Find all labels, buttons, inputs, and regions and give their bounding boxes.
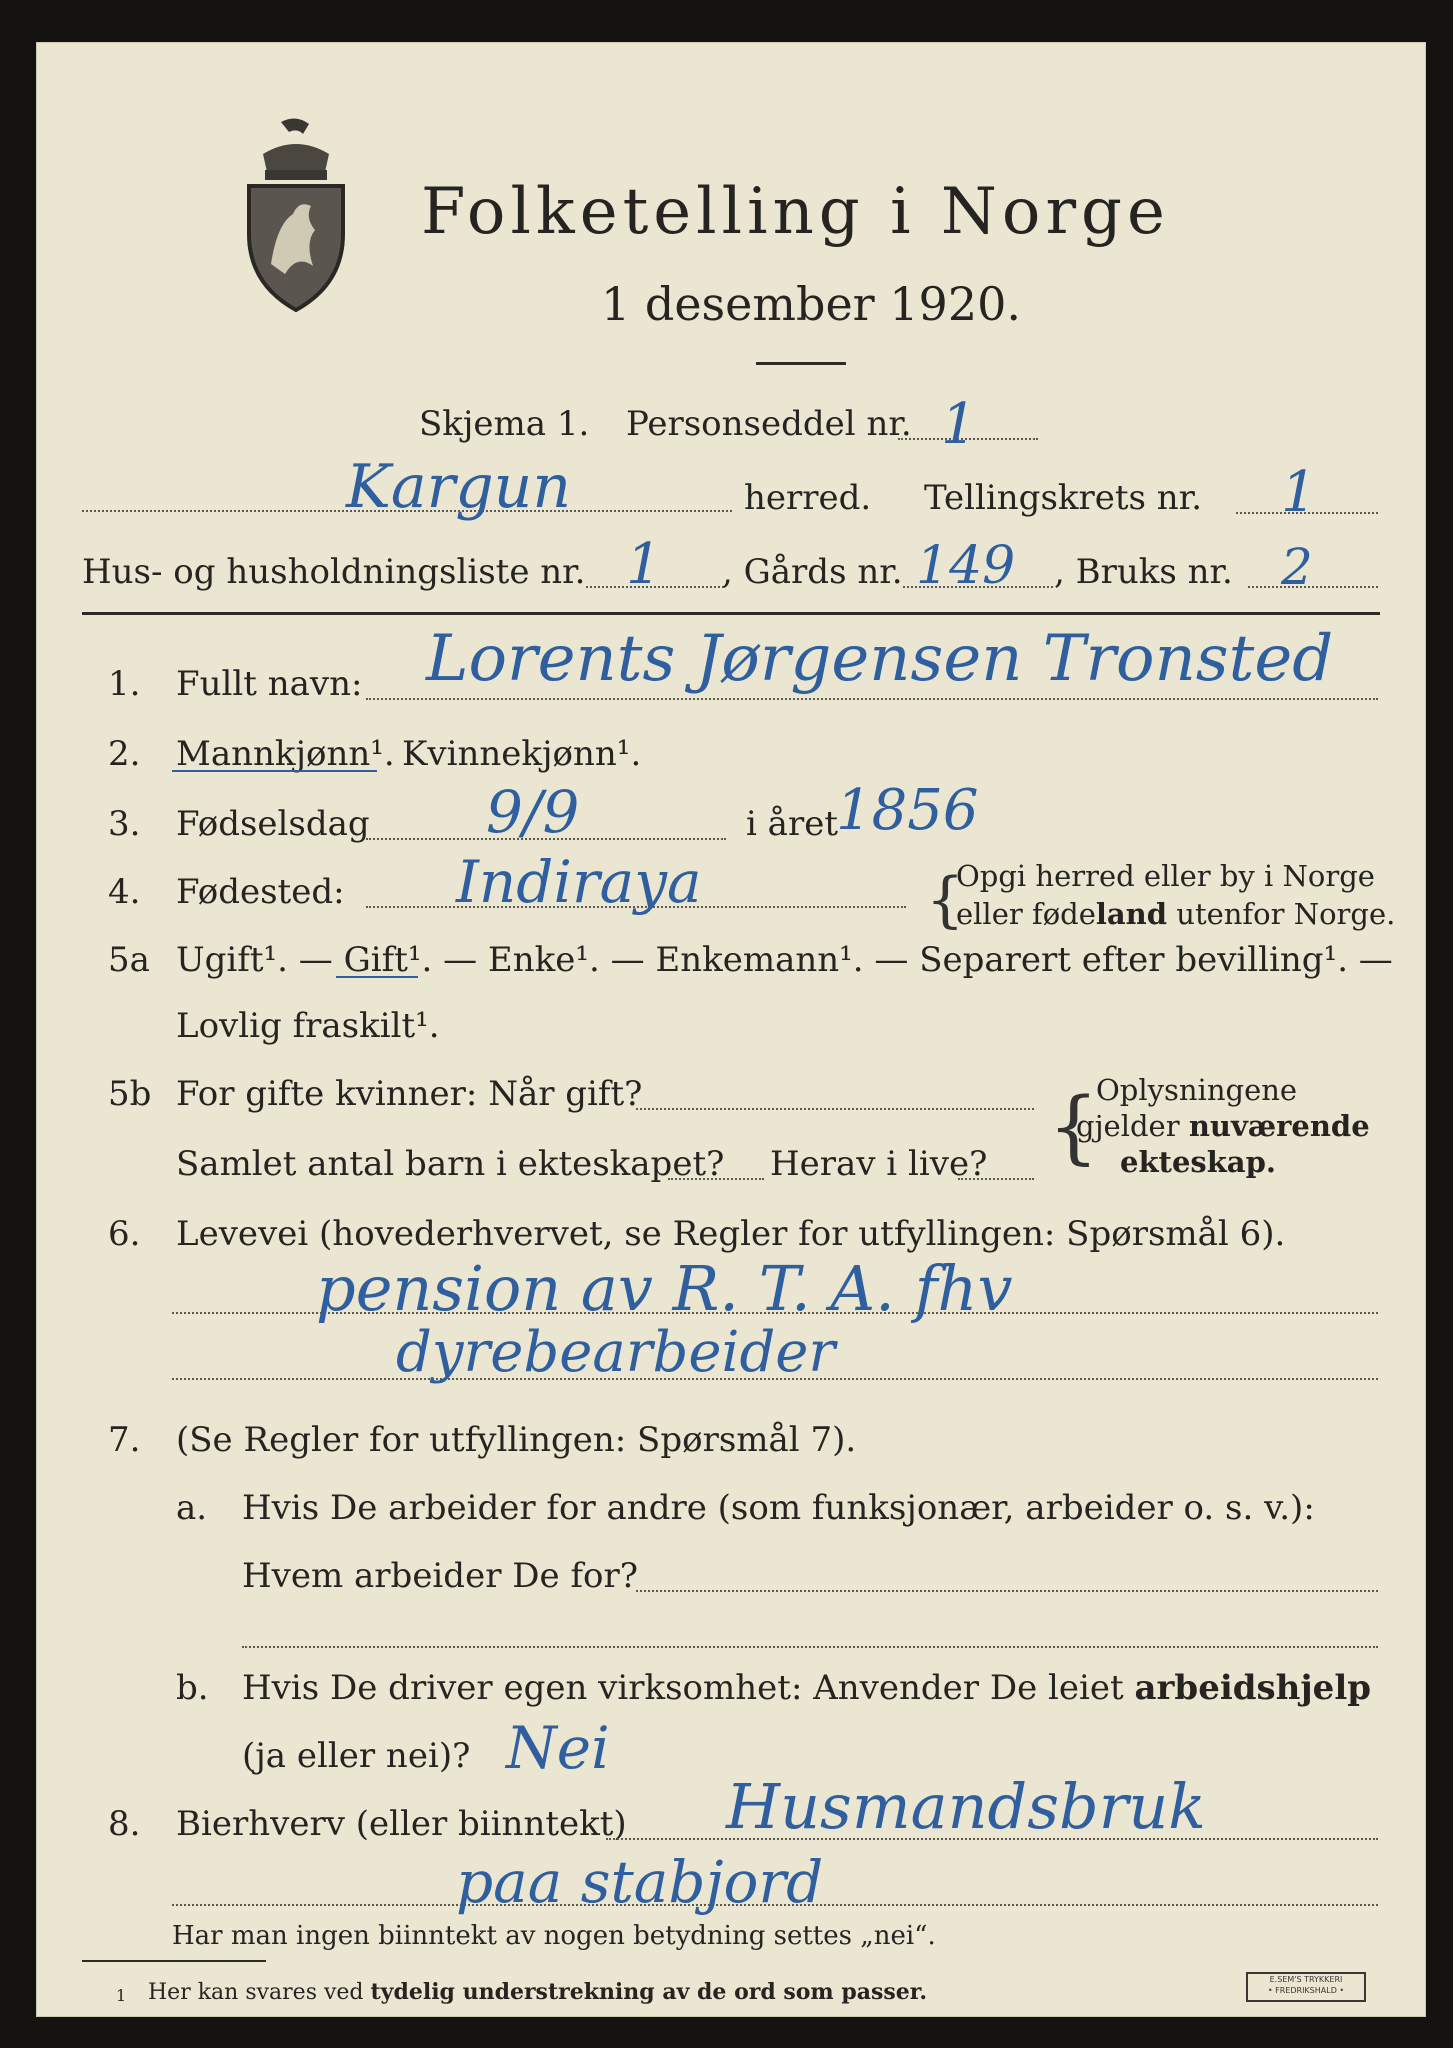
footnote-mark: 1 [116, 1986, 127, 2005]
q7-label: (Se Regler for utfyllingen: Spørsmål 7). [176, 1420, 857, 1460]
census-date: 1 desember 1920. [601, 277, 1021, 331]
q1-number: 1. [108, 664, 141, 704]
q5a-line1: Ugift¹. — Gift¹. — Enke¹. — Enkemann¹. — Separert efter bevilling¹. — [176, 940, 1393, 980]
footnote-text: Her kan svares ved tydelig understrekning av de ord som passer. [148, 1979, 928, 2005]
q8-label: Bierhverv (eller biinntekt) [176, 1804, 627, 1844]
skjema-label: Skjema 1. [419, 404, 590, 444]
tellingskrets-value: 1 [1281, 460, 1317, 525]
q7a-line1: Hvis De arbeider for andre (som funksjonær, arbeider o. s. v.): [242, 1488, 1315, 1528]
q4-number: 4. [108, 872, 141, 912]
q3-value: 9/9 [486, 778, 580, 846]
q4-value: Indiraya [456, 848, 702, 916]
q4-brace: { [926, 865, 965, 935]
q5a-line2: Lovlig fraskilt¹. [176, 1006, 440, 1046]
q4-note-line2: eller fødeland utenfor Norge. [956, 897, 1396, 931]
q5b-line2b: Herav i live? [770, 1144, 988, 1184]
census-form-sheet [36, 42, 1426, 2017]
bruks-label: , Bruks nr. [1054, 552, 1233, 592]
bruks-line [1248, 586, 1378, 588]
q3-number: 3. [108, 804, 141, 844]
q3-year-value: 1856 [836, 778, 979, 843]
q5a-gift-underline [336, 976, 418, 978]
q5b-line2a: Samlet antal barn i ekteskapet? [176, 1144, 725, 1184]
gards-value: 149 [916, 536, 1016, 596]
q1-label: Fullt navn: [176, 664, 363, 704]
printer-mark [1246, 1972, 1366, 2002]
personseddel-value: 1 [941, 392, 977, 457]
q5b-note2: gjelder nuværende [1076, 1109, 1370, 1143]
q5b-number: 5b [108, 1074, 152, 1114]
q7-number: 7. [108, 1420, 141, 1460]
q5b-note1: Oplysningene [1096, 1073, 1298, 1107]
q3-year-label: i året [746, 804, 838, 844]
q1-line [366, 698, 1378, 700]
personseddel-label: Personseddel nr. [626, 404, 912, 444]
q2-male-underline [172, 770, 377, 772]
bruks-value: 2 [1281, 538, 1313, 596]
q5b-line1: For gifte kvinner: Når gift? [176, 1074, 643, 1114]
q7a-line2-dots [636, 1590, 1378, 1592]
footnote-rule [82, 1960, 266, 1962]
q5b-line2a-dots [668, 1178, 764, 1180]
q7b-line1: Hvis De driver egen virksomhet: Anvender De leiet arbeidshjelp [242, 1668, 1372, 1708]
q7b-value: Nei [506, 1714, 610, 1782]
q6-label: Levevei (hovederhvervet, se Regler for utfyllingen: Spørsmål 6). [176, 1214, 1286, 1254]
q7a-line3-dots [242, 1646, 1378, 1648]
printer-line2: • FREDRIKSHALD • [1267, 1986, 1345, 1995]
gards-label: , Gårds nr. [722, 552, 903, 592]
q3-label: Fødselsdag [176, 804, 370, 844]
q2-male: Mannkjønn¹. [176, 734, 395, 774]
q4-note-line1: Opgi herred eller by i Norge [956, 859, 1375, 893]
q2-female: Kvinnekjønn¹. [402, 734, 642, 774]
q5b-line2b-dots [958, 1178, 1034, 1180]
q7b-line2: (ja eller nei)? [242, 1736, 471, 1776]
q5b-brace: { [1048, 1080, 1099, 1173]
herred-label: herred. [744, 478, 872, 518]
q5b-line1-dots [636, 1108, 1034, 1110]
q4-label: Fødested: [176, 872, 345, 912]
q1-value: Lorents Jørgensen Tronsted [426, 622, 1334, 696]
header-rule [82, 612, 1380, 615]
tellingskrets-label: Tellingskrets nr. [924, 478, 1203, 518]
q6-value2: dyrebearbeider [396, 1320, 836, 1385]
printer-line1: E.SEM'S TRYKKERI [1269, 1975, 1343, 1984]
q8-value1: Husmandsbruk [726, 1770, 1206, 1843]
hus-value: 1 [626, 532, 662, 597]
hus-label: Hus- og husholdningsliste nr. [82, 552, 586, 592]
title-divider [756, 362, 846, 365]
q6-number: 6. [108, 1214, 141, 1254]
q8-note: Har man ingen biinntekt av nogen betydning settes „nei“. [172, 1921, 936, 1951]
q7b-letter: b. [176, 1668, 209, 1708]
coat-of-arms-icon [241, 114, 351, 314]
q8-value2: paa stabjord [456, 1848, 824, 1916]
q5a-number: 5a [108, 940, 150, 980]
q2-number: 2. [108, 734, 141, 774]
q7a-line2: Hvem arbeider De for? [242, 1556, 638, 1596]
q5b-note3: ekteskap. [1120, 1145, 1276, 1179]
q8-number: 8. [108, 1804, 141, 1844]
herred-value: Kargun [346, 452, 571, 522]
q6-value1: pension av R. T. A. fhv [316, 1252, 1013, 1325]
q7a-letter: a. [176, 1488, 208, 1528]
form-title: Folketelling i Norge [421, 175, 1170, 249]
